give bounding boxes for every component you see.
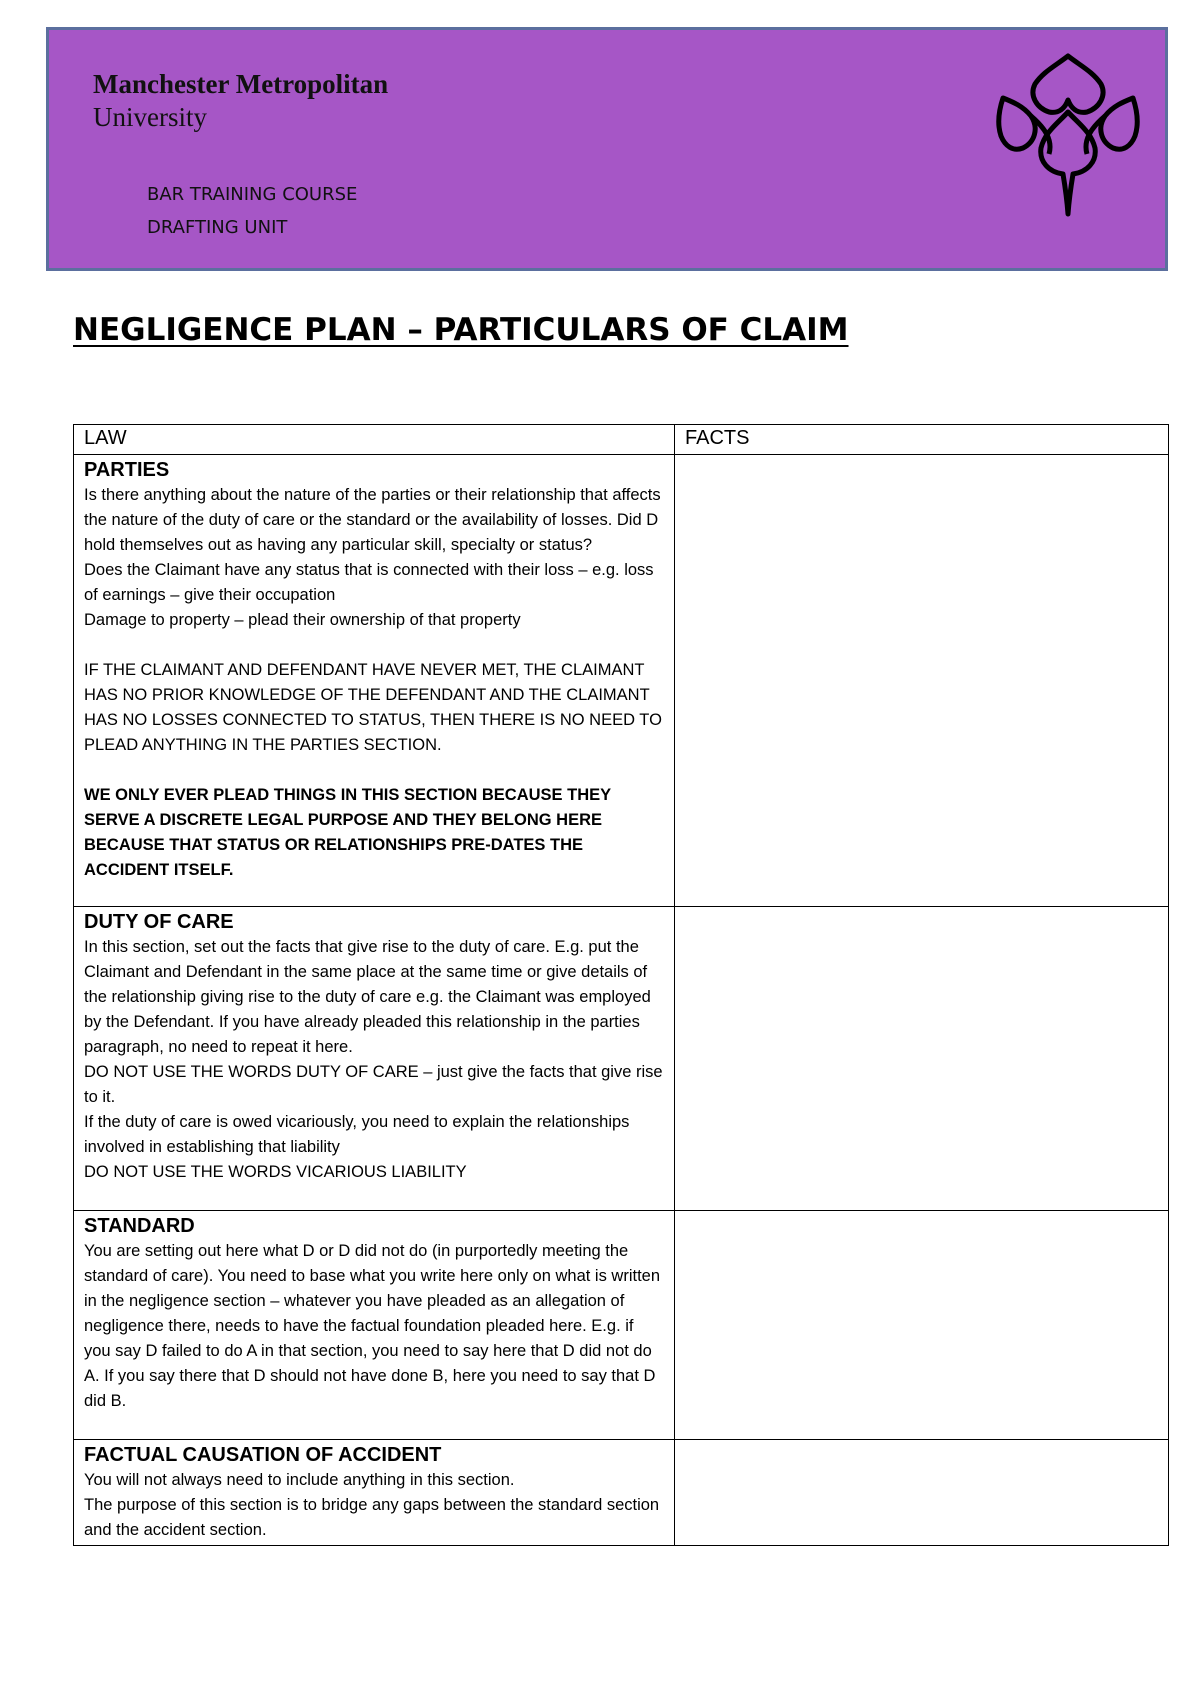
- facts-cell-parties[interactable]: [675, 455, 1169, 907]
- duty-text-2: DO NOT USE THE WORDS DUTY OF CARE – just give the facts that give rise to it.: [84, 1063, 663, 1106]
- university-name-line2: University: [93, 102, 207, 132]
- parties-text-4: IF THE CLAIMANT AND DEFENDANT HAVE NEVER MET, THE CLAIMANT HAS NO PRIOR KNOWLEDGE OF THE DEFENDANT AND THE CLAIMANT HAS NO LOSSES CONNECTED TO STATUS, THEN THERE IS NO NEED TO PLEAD ANYTHING IN THE PARTIES SECTION.: [84, 661, 662, 754]
- duty-text-1: In this section, set out the facts that give rise to the duty of care. E.g. put the Claimant and Defendant in the same place at the same time or give details of the relationship giving rise to the duty of care e.g. the Claimant was employed by the Defendant. If you have already pleaded this relationship in the parties paragraph, no need to repeat it here.: [84, 938, 651, 1056]
- course-name: BAR TRAINING COURSE: [147, 184, 358, 205]
- section-title-parties: PARTIES: [84, 459, 170, 481]
- table-row-standard: [74, 1211, 1169, 1440]
- table-header-row: [74, 425, 1169, 455]
- table-row-parties: [74, 455, 1169, 907]
- facts-cell-standard[interactable]: [675, 1211, 1169, 1440]
- parties-text-1: Is there anything about the nature of the parties or their relationship that affects the nature of the duty of care or the standard or the availability of losses. Did D hold themselves out as having any particular skill, specialty or status?: [84, 486, 661, 554]
- standard-text-1: You are setting out here what D or D did not do (in purportedly meeting the standard of care). You need to base what you write here only on what is written in the negligence section – whatever you have pleaded as an allegation of negligence there, needs to have the factual foundation pleaded here. E.g. if you say D failed to do A in that section, you need to say here that D did not do A. If you say there that D should not have done B, here you need to say that D did B.: [84, 1242, 661, 1410]
- causation-text-1: You will not always need to include anything in this section.: [84, 1471, 515, 1489]
- law-cell-standard: [74, 1211, 675, 1440]
- parties-text-2: Does the Claimant have any status that is connected with their loss – e.g. loss of earnings – give their occupation: [84, 561, 654, 604]
- header-banner: [46, 27, 1168, 271]
- section-title-standard: STANDARD: [84, 1215, 195, 1237]
- table-row-duty: [74, 907, 1169, 1211]
- course-info: [147, 178, 357, 244]
- facts-cell-duty[interactable]: [675, 907, 1169, 1211]
- law-cell-causation: [74, 1440, 675, 1546]
- parties-text-5: WE ONLY EVER PLEAD THINGS IN THIS SECTION BECAUSE THEY SERVE A DISCRETE LEGAL PURPOSE AND THEY BELONG HERE BECAUSE THAT STATUS OR RELATIONSHIPS PRE-DATES THE ACCIDENT ITSELF.: [84, 786, 611, 879]
- law-cell-parties: [74, 455, 675, 907]
- section-title-causation: FACTUAL CAUSATION OF ACCIDENT: [84, 1444, 442, 1466]
- facts-cell-causation[interactable]: [675, 1440, 1169, 1546]
- negligence-plan-table: [73, 424, 1169, 1546]
- unit-name: DRAFTING UNIT: [147, 217, 288, 238]
- page-title: NEGLIGENCE PLAN – PARTICULARS OF CLAIM: [73, 312, 849, 348]
- parties-text-3: Damage to property – plead their ownership of that property: [84, 611, 521, 629]
- university-logo-text: [93, 68, 388, 134]
- law-column-header: LAW: [74, 425, 675, 455]
- university-name-line1: Manchester Metropolitan: [93, 69, 389, 99]
- section-title-duty: DUTY OF CARE: [84, 911, 234, 933]
- facts-column-header: FACTS: [675, 425, 1169, 455]
- duty-text-4: DO NOT USE THE WORDS VICARIOUS LIABILITY: [84, 1163, 467, 1181]
- duty-text-3: If the duty of care is owed vicariously, you need to explain the relationships involved in establishing that liability: [84, 1113, 630, 1156]
- table-row-causation: [74, 1440, 1169, 1546]
- law-cell-duty: [74, 907, 675, 1211]
- mmu-bee-emblem-icon: [993, 50, 1143, 220]
- causation-text-2: The purpose of this section is to bridge any gaps between the standard section and the accident section.: [84, 1496, 660, 1539]
